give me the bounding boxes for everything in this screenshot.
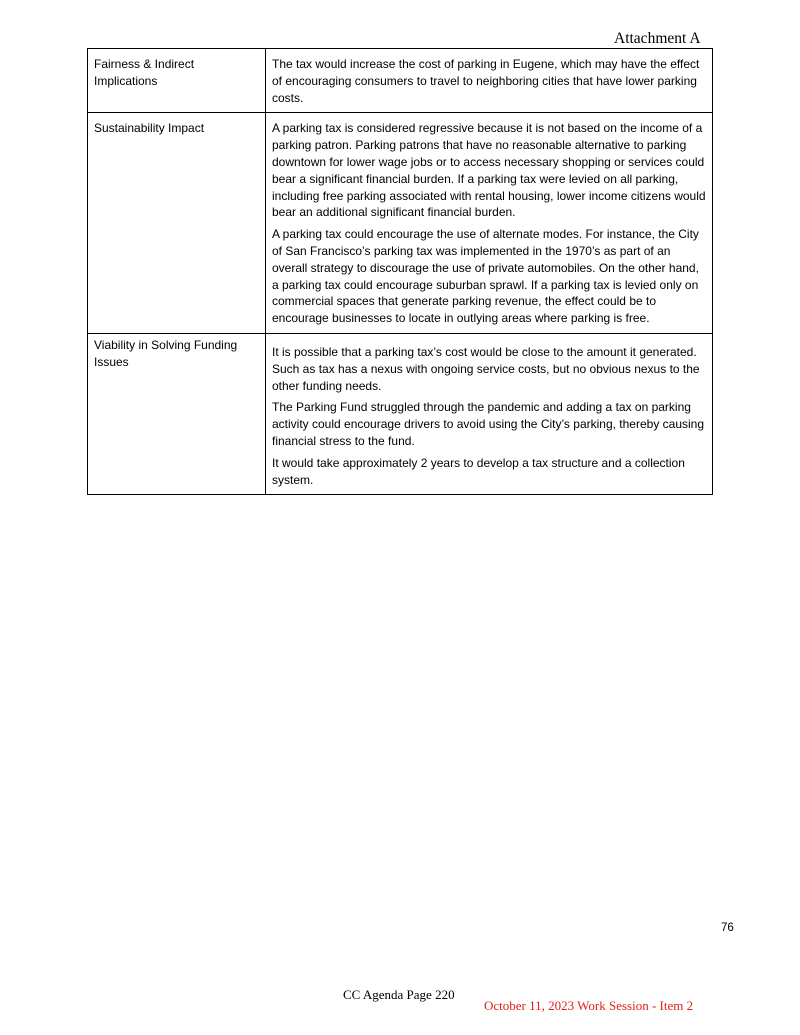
paragraph: It is possible that a parking tax’s cost would be close to the amount it generated. Such as tax has a nexus with ongoing service costs, but no obvious nexus to the other funding needs. <box>272 344 700 393</box>
table-row <box>88 49 713 113</box>
row-description <box>266 49 713 113</box>
work-session-label: October 11, 2023 Work Session - Item 2 <box>484 998 694 1013</box>
paragraph: A parking tax could encourage the use of alternate modes. For instance, the City of San Francisco’s parking tax was implemented in the 1970’s as part of an overall strategy to discourage the use of private automobiles. On the other hand, a parking tax could encourage suburban sprawl. If a parking tax is levied only on commercial spaces that generate parking revenue, the effect could be to encourage businesses to locate in outlying areas where parking is free. <box>272 227 699 326</box>
agenda-page-label: CC Agenda Page 220 <box>343 987 455 1002</box>
paragraph: It would take approximately 2 years to develop a tax structure and a collection system. <box>272 455 685 487</box>
row-description <box>266 113 713 334</box>
table-row <box>88 333 713 494</box>
attachment-label: Attachment A <box>614 30 701 47</box>
table-row <box>88 113 713 334</box>
row-label: Sustainability Impact <box>88 113 266 334</box>
row-label: Fairness & Indirect Implications <box>88 49 266 113</box>
paragraph: A parking tax is considered regressive because it is not based on the income of a parking patron. Parking patrons that have no reasonable alternative to parking downtown for lower wage jobs or to access necessary shopping or services could bear a significant financial burden. If a parking tax were levied on all parking, including free parking associated with rental housing, lower income citizens would bear an additional significant financial burden. <box>272 121 706 220</box>
row-description <box>266 333 713 494</box>
paragraph: The tax would increase the cost of parking in Eugene, which may have the effect of encouraging consumers to travel to neighboring cities that have lower parking costs. <box>272 57 700 105</box>
criteria-table <box>87 48 713 495</box>
paragraph: The Parking Fund struggled through the pandemic and adding a tax on parking activity could encourage drivers to avoid using the City’s parking, thereby causing financial stress to the fund. <box>272 400 705 448</box>
row-label: Viability in Solving Funding Issues <box>88 333 266 494</box>
page-number: 76 <box>721 922 734 934</box>
